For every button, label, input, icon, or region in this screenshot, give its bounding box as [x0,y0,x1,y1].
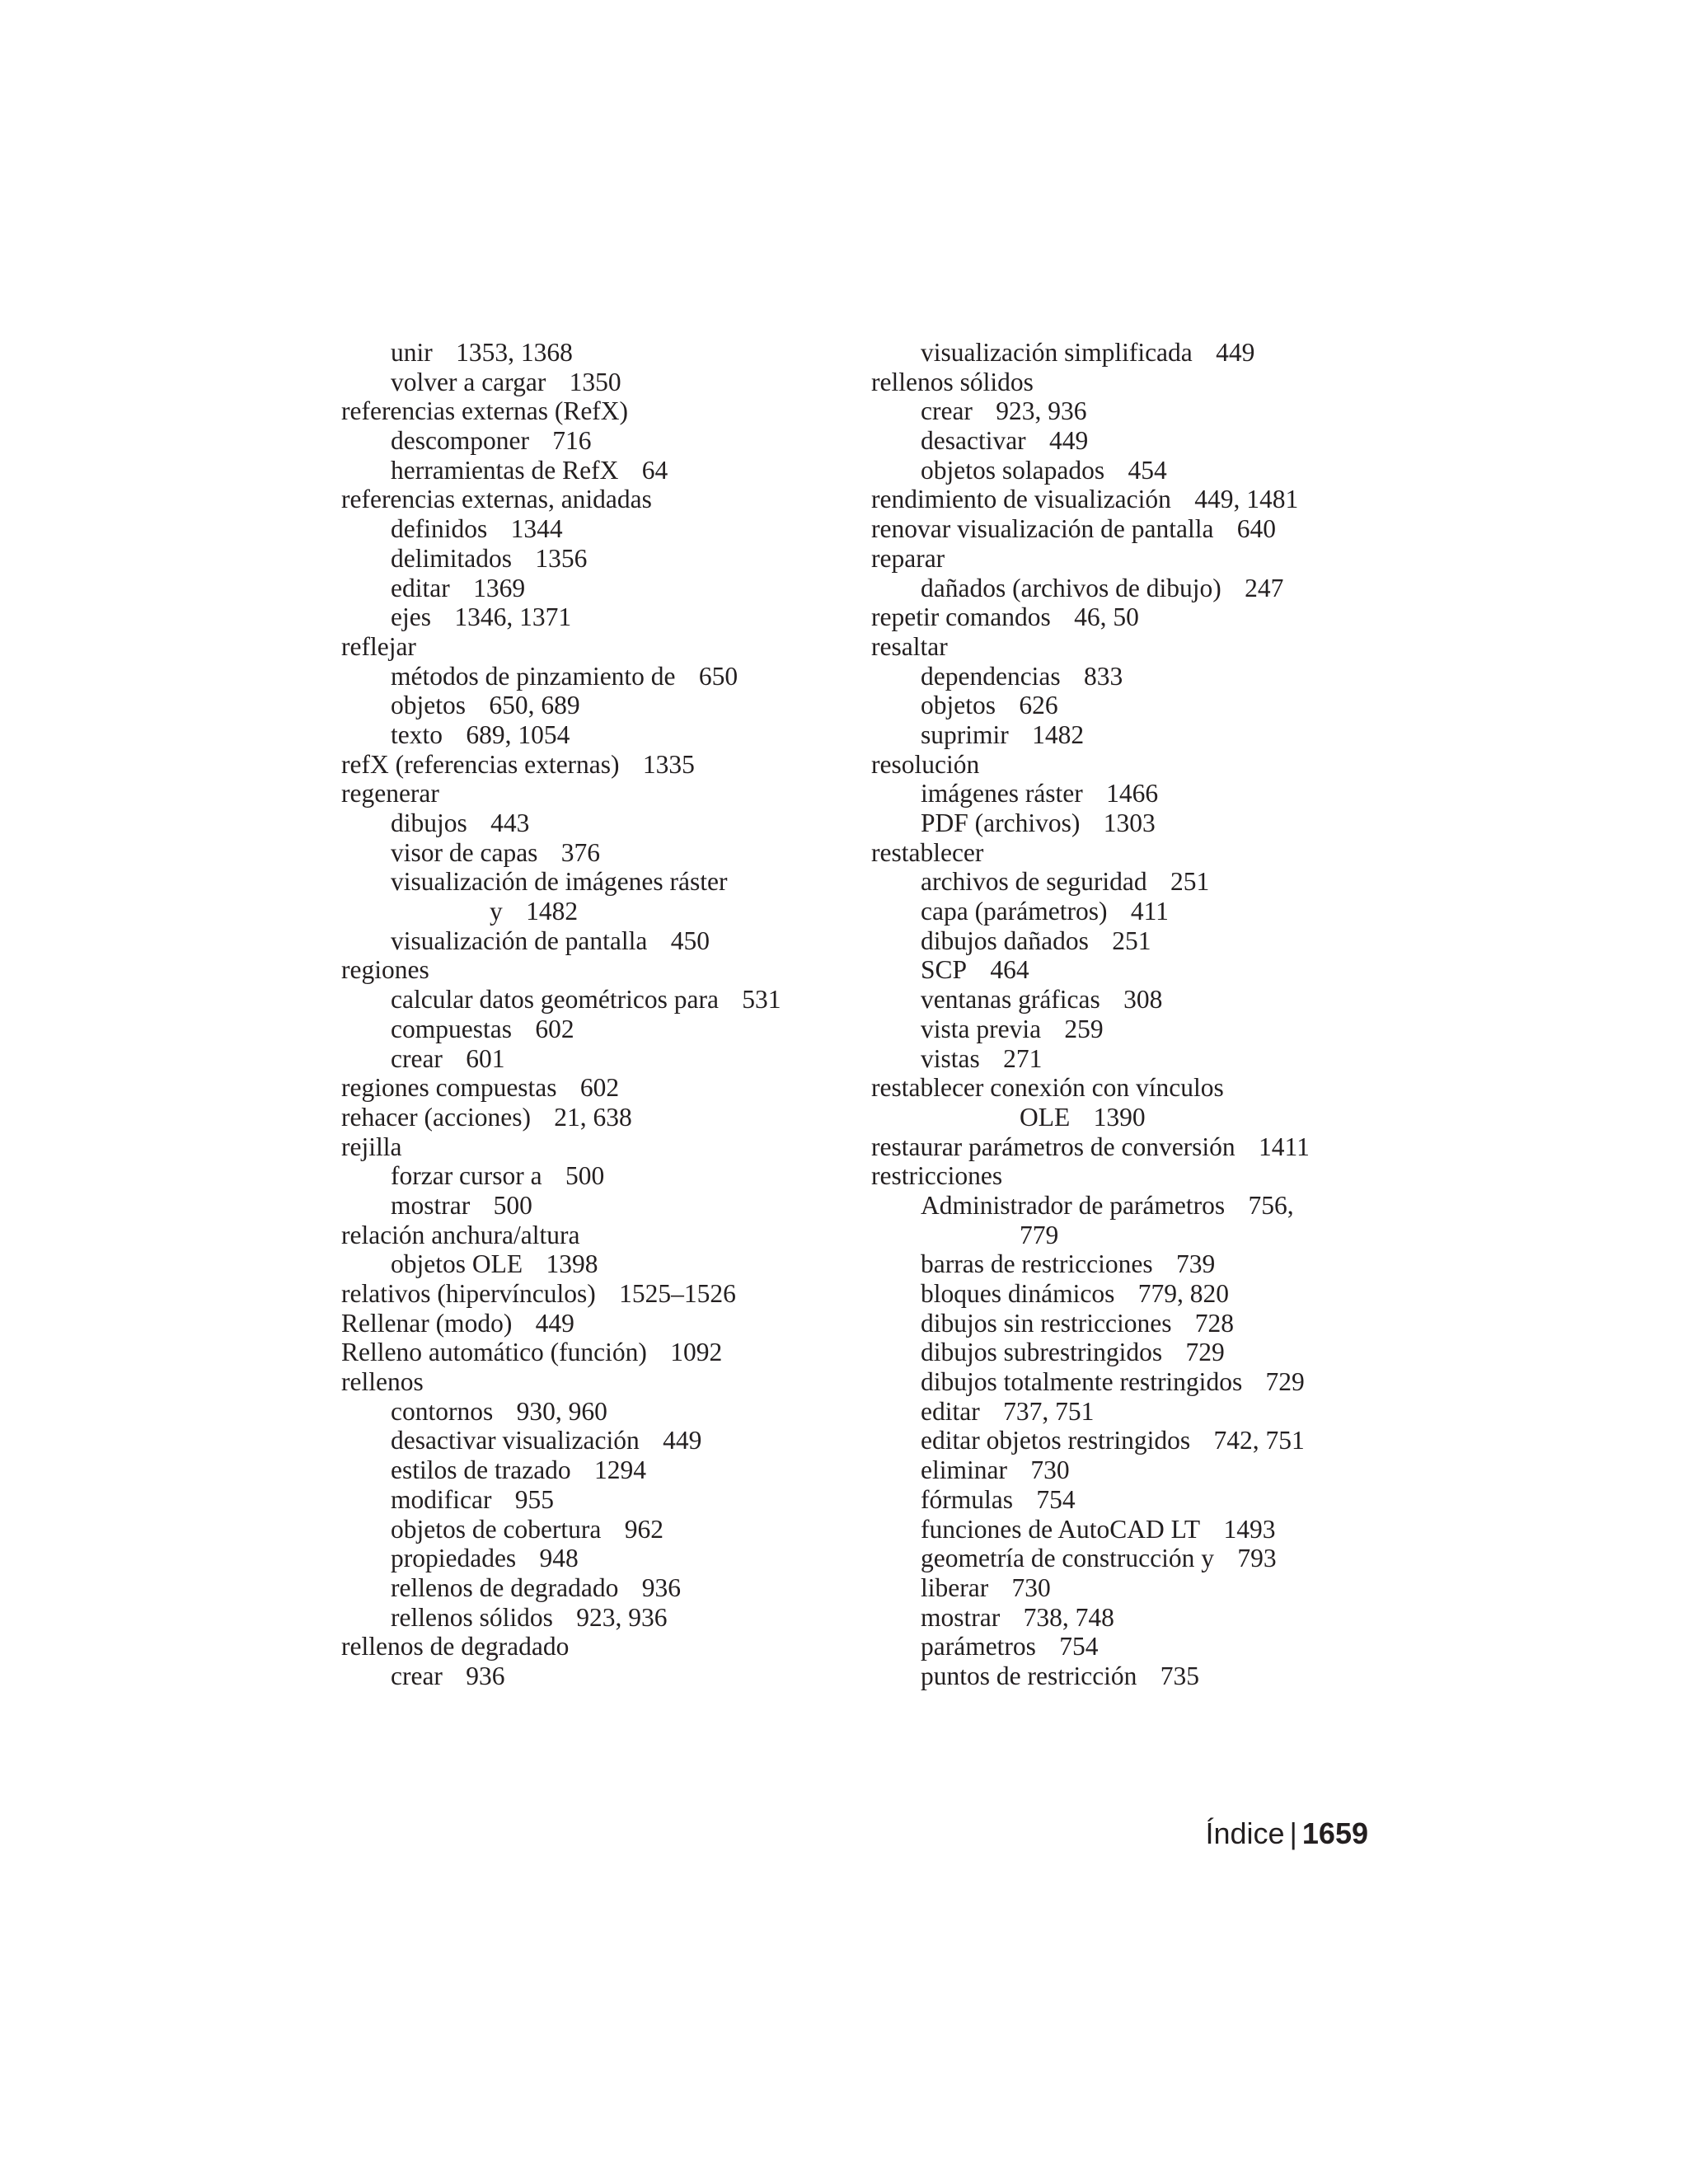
index-entry [871,1279,1399,1309]
index-entry [871,514,1399,544]
index-term: dibujos subrestringidos [921,1338,1163,1367]
index-entry [341,426,869,456]
index-page-refs: 601 [466,1043,505,1073]
index-page-refs: 742, 751 [1213,1426,1305,1455]
index-page-refs: 1482 [526,897,579,926]
index-entry [871,1338,1399,1367]
index-entry [871,338,1399,368]
index-term: relación anchura/altura [341,1220,580,1249]
index-term: Administrador de parámetros [921,1190,1226,1220]
index-page-refs: 729 [1185,1338,1225,1367]
index-entry [871,1191,1399,1221]
index-entry [871,1573,1399,1603]
index-term: propiedades [391,1544,517,1573]
index-page-refs: 449 [1049,426,1089,456]
index-entry [871,485,1399,514]
index-term: editar [921,1396,980,1426]
index-term: SCP [921,955,968,985]
index-entry [341,1573,869,1603]
index-page-refs: 602 [535,1014,574,1043]
index-term: modificar [391,1484,492,1514]
index-entry [341,985,869,1015]
index-term: referencias externas (RefX) [341,396,629,426]
index-term: rellenos sólidos [871,367,1034,396]
index-entry [341,867,869,897]
index-page-refs: 650 [698,661,738,691]
index-entry [341,955,869,985]
index-page-refs: 1482 [1032,719,1085,749]
index-page-refs: 779 [1020,1220,1059,1249]
index-page-refs: 1369 [473,573,526,602]
index-page-refs: 930, 960 [516,1396,607,1426]
index-term: regiones [341,955,429,985]
index-entry [341,602,869,632]
index-entry [341,1044,869,1074]
index-term: liberar [921,1572,989,1602]
index-page-refs: 1466 [1106,779,1159,808]
index-term: eliminar [921,1455,1007,1485]
index-term: visualización simplificada [921,338,1193,367]
index-page-refs: 1303 [1103,808,1156,837]
index-entry [871,1221,1399,1250]
index-term: visor de capas [391,837,538,867]
index-entry [341,1279,869,1309]
index-page-refs: 1294 [594,1455,647,1485]
index-page-refs: 1525–1526 [619,1279,736,1308]
index-page-refs: 450 [670,926,710,955]
index-term: OLE [1020,1102,1071,1132]
index-term: editar objetos restringidos [921,1426,1191,1455]
index-entry [871,1073,1399,1103]
index-page-refs: 729 [1265,1367,1305,1397]
index-term: restablecer conexión con vínculos [871,1073,1224,1103]
index-term: unir [391,338,433,367]
index-entry [341,897,869,926]
index-entry [341,1455,869,1485]
index-term: repetir comandos [871,602,1051,632]
index-term: texto [391,719,443,749]
index-term: crear [391,1043,443,1073]
index-entry [871,720,1399,750]
index-page-refs: 728 [1194,1308,1235,1338]
index-entry [341,750,869,780]
index-page-refs: 730 [1030,1455,1070,1485]
index-page-refs: 251 [1170,867,1210,897]
index-term: resolución [871,749,980,779]
index-entry [871,456,1399,485]
index-page-refs: 411 [1130,897,1169,926]
index-term: mostrar [921,1602,1001,1632]
index-term: rejilla [341,1132,402,1161]
index-term: regiones compuestas [341,1073,557,1103]
index-page-refs: 443 [490,808,530,837]
index-page-refs: 1411 [1259,1132,1310,1161]
index-entry [871,926,1399,956]
index-entry [341,1249,869,1279]
index-term: bloques dinámicos [921,1279,1115,1308]
index-term: rendimiento de visualización [871,485,1171,514]
index-term: ventanas gráficas [921,985,1100,1015]
index-page-refs: 21, 638 [554,1102,632,1132]
index-entry [871,808,1399,838]
index-term: barras de restricciones [921,1249,1153,1279]
index-term: vista previa [921,1014,1042,1043]
index-term: rellenos de degradado [391,1572,619,1602]
index-entry [341,808,869,838]
index-entry [341,1132,869,1162]
index-term: Relleno automático (función) [341,1338,647,1367]
index-term: geometría de construcción y [921,1544,1214,1573]
index-entry [341,779,869,808]
index-entry [871,632,1399,662]
index-term: dibujos totalmente restringidos [921,1367,1243,1397]
index-entry [341,1603,869,1633]
index-term: PDF (archivos) [921,808,1081,837]
index-entry [871,1397,1399,1427]
index-page-refs: 756, [1248,1190,1294,1220]
index-page-refs: 308 [1123,985,1163,1015]
page-number: 1659 [1301,1816,1368,1850]
index-entry [341,1161,869,1191]
index-page-refs: 1398 [546,1249,598,1279]
index-page-refs: 737, 751 [1003,1396,1095,1426]
page-footer [1205,1816,1368,1852]
index-page-refs: 626 [1019,691,1058,720]
index-term: refX (referencias externas) [341,749,620,779]
index-term: desactivar [921,426,1026,456]
index-page-refs: 640 [1236,514,1277,544]
index-term: imágenes ráster [921,779,1083,808]
index-entry [871,1015,1399,1044]
index-page-refs: 923, 936 [576,1602,668,1632]
index-page-refs: 1350 [569,367,621,396]
index-entry [871,838,1399,868]
index-column-left [341,338,869,1691]
index-page-refs: 1335 [642,749,695,779]
index-entry [871,1426,1399,1455]
index-term: restaurar parámetros de conversión [871,1132,1236,1161]
index-page-refs: 449, 1481 [1194,485,1299,514]
index-term: parámetros [921,1632,1036,1661]
index-term: ejes [391,602,431,632]
index-entry [341,544,869,574]
index-term: mostrar [391,1190,471,1220]
index-page-refs: 46, 50 [1074,602,1139,632]
index-entry [871,1103,1399,1132]
index-entry [341,838,869,868]
index-page-refs: 779, 820 [1137,1279,1229,1308]
index-entry [871,602,1399,632]
index-entry [871,1632,1399,1661]
index-page-refs: 739 [1175,1249,1216,1279]
index-entry [341,1485,869,1515]
index-entry [341,1544,869,1573]
index-page-refs: 716 [552,426,592,456]
index-entry [871,396,1399,426]
index-term: rehacer (acciones) [341,1102,531,1132]
index-term: regenerar [341,779,439,808]
index-term: objetos de cobertura [391,1514,602,1544]
index-entry [341,1191,869,1221]
index-term: objetos OLE [391,1249,523,1279]
index-term: dependencias [921,661,1061,691]
index-entry [871,1132,1399,1162]
index-term: dañados (archivos de dibujo) [921,573,1221,602]
index-entry [871,1044,1399,1074]
index-page-refs: 464 [990,955,1029,985]
index-entry [871,1249,1399,1279]
index-entry [341,720,869,750]
index-entry [341,485,869,514]
index-entry [871,574,1399,603]
index-page-refs: 923, 936 [996,396,1087,426]
index-page-refs: 738, 748 [1023,1602,1114,1632]
index-page-refs: 1493 [1223,1514,1276,1544]
index-page-refs: 754 [1059,1632,1099,1661]
index-term: definidos [391,514,488,544]
index-term: objetos [391,691,466,720]
index-page-refs: 1353, 1368 [456,338,573,367]
index-entry [871,1485,1399,1515]
index-term: dibujos sin restricciones [921,1308,1172,1338]
index-page-refs: 454 [1128,455,1167,485]
index-column-right [871,338,1399,1691]
index-term: rellenos sólidos [391,1602,553,1632]
index-page-refs: 500 [493,1190,532,1220]
index-entry [871,867,1399,897]
index-entry [341,1426,869,1455]
index-page-refs: 793 [1237,1544,1277,1573]
index-page-refs: 602 [579,1073,620,1103]
index-term: resaltar [871,631,948,661]
index-term: delimitados [391,543,512,573]
index-page-refs: 962 [624,1514,663,1544]
index-entry [871,691,1399,720]
index-term: dibujos [391,808,467,837]
index-term: rellenos [341,1367,424,1397]
index-page-refs: 936 [641,1572,681,1602]
index-entry [871,1455,1399,1485]
index-term: referencias externas, anidadas [341,485,652,514]
index-page-refs: 64 [641,455,668,485]
index-entry [341,1515,869,1544]
index-page-refs: 376 [560,837,601,867]
index-term: objetos [921,691,996,720]
index-term: desactivar visualización [391,1426,640,1455]
index-page-refs: 271 [1003,1043,1043,1073]
index-term: objetos solapados [921,455,1105,485]
index-page-refs: 1092 [670,1338,723,1367]
index-term: rellenos de degradado [341,1632,570,1661]
index-entry [341,691,869,720]
index-page-refs: 1346, 1371 [454,602,572,632]
index-entry [871,1515,1399,1544]
index-entry [871,750,1399,780]
index-term: calcular datos geométricos para [391,985,719,1015]
index-entry [871,897,1399,926]
index-term: renovar visualización de pantalla [871,514,1214,544]
index-term: Rellenar (modo) [341,1308,513,1338]
index-term: visualización de imágenes ráster [391,867,728,897]
index-page-refs: 689, 1054 [466,719,570,749]
index-page-refs: 833 [1084,661,1123,691]
index-term: restablecer [871,837,984,867]
index-entry [341,1103,869,1132]
index-term: restricciones [871,1161,1003,1191]
index-term: fórmulas [921,1484,1013,1514]
index-entry [871,368,1399,397]
index-entry [341,926,869,956]
index-page-refs: 1390 [1093,1102,1146,1132]
index-page-refs: 449 [535,1308,574,1338]
index-entry [871,1544,1399,1573]
index-term: compuestas [391,1014,512,1043]
index-entry [341,1309,869,1338]
index-entry [871,779,1399,808]
index-page-refs: 650, 689 [489,691,580,720]
index-term: contornos [391,1396,494,1426]
index-page-refs: 948 [539,1544,579,1573]
index-term: puntos de restricción [921,1661,1137,1690]
index-entry [341,1338,869,1367]
index-term: crear [391,1661,443,1690]
index-term: archivos de seguridad [921,867,1147,897]
index-page-refs: 259 [1064,1014,1104,1043]
index-page-refs: 531 [742,985,781,1015]
index-entry [341,574,869,603]
index-entry [871,1603,1399,1633]
index-entry [871,662,1399,691]
footer-section: Índice [1205,1816,1285,1850]
index-entry [341,662,869,691]
index-term: reflejar [341,631,416,661]
index-term: dibujos dañados [921,926,1089,955]
index-entry [341,1073,869,1103]
index-page-refs: 936 [466,1661,505,1690]
index-entry [871,1661,1399,1691]
index-entry [341,1221,869,1250]
index-page-refs: 247 [1245,573,1284,602]
index-entry [341,1661,869,1691]
index-entry [871,1367,1399,1397]
index-term: descomponer [391,426,529,456]
index-term: funciones de AutoCAD LT [921,1514,1201,1544]
index-entry [871,544,1399,574]
index-page-refs: 730 [1011,1572,1051,1602]
index-entry [871,955,1399,985]
index-entry [341,1632,869,1661]
footer-separator: | [1289,1816,1297,1850]
index-term: relativos (hipervínculos) [341,1279,596,1308]
index-term: visualización de pantalla [391,926,648,955]
index-page-refs: 754 [1036,1484,1076,1514]
index-term: estilos de trazado [391,1455,571,1485]
index-entry [341,514,869,544]
index-page-refs: 955 [514,1484,555,1514]
index-page-refs: 1344 [510,514,563,544]
index-entry [341,396,869,426]
index-term: capa (parámetros) [921,897,1108,926]
index-entry [871,426,1399,456]
index-term: reparar [871,543,945,573]
index-entry [341,1367,869,1397]
index-entry [871,1309,1399,1338]
index-page-refs: 449 [1216,338,1255,367]
index-term: volver a cargar [391,367,546,396]
index-term: suprimir [921,719,1009,749]
index-entry [871,985,1399,1015]
index-entry [341,338,869,368]
index-term: crear [921,396,973,426]
index-page-refs: 1356 [535,543,588,573]
index-page-refs: 735 [1160,1661,1200,1690]
index-entry [341,368,869,397]
index-entry [341,1015,869,1044]
index-entry [341,632,869,662]
index-entry [341,1397,869,1427]
index-term: y [490,897,503,926]
index-page-refs: 500 [565,1161,605,1191]
index-entry [341,456,869,485]
index-term: vistas [921,1043,980,1073]
index-page-refs: 251 [1112,926,1151,955]
index-term: editar [391,573,450,602]
index-page-refs: 449 [663,1426,702,1455]
index-term: forzar cursor a [391,1161,542,1191]
index-term: herramientas de RefX [391,455,619,485]
index-entry [871,1161,1399,1191]
index-term: métodos de pinzamiento de [391,661,676,691]
